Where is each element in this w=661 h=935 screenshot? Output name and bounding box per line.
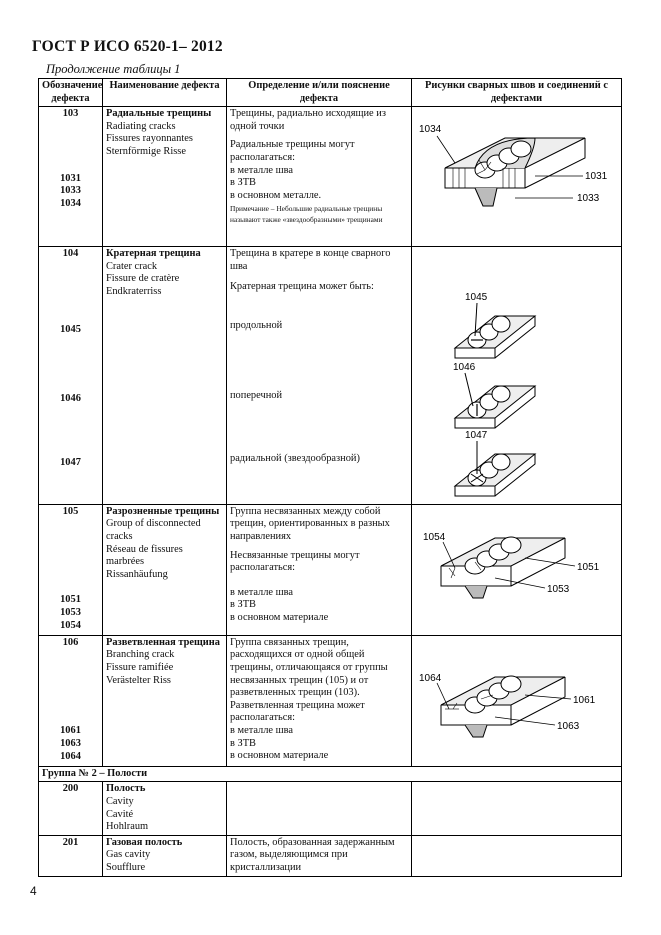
definition-cell	[227, 782, 412, 835]
weld-figure-disconnected-cracks	[415, 506, 615, 626]
figure-cell	[412, 107, 622, 247]
sub-code: 1051	[60, 594, 81, 606]
fig-label: 1047	[465, 430, 488, 442]
sub-text: в основном материале	[230, 750, 329, 762]
sub-code: 1034	[60, 197, 81, 209]
name-fr: Fissure de cratère	[106, 273, 180, 285]
defects-table	[38, 78, 622, 877]
fig-label: 1045	[465, 292, 488, 304]
figure-cell	[412, 504, 622, 635]
name-en: Cavity	[106, 795, 134, 807]
sub-code: 1064	[60, 750, 81, 762]
defect-name: Разветвленная трещина	[106, 636, 220, 648]
definition-text: Разветвленная трещина может располагаться:	[230, 699, 365, 724]
definition-text: Полость, образованная задержанным газом, выделяющимся при кристаллизации	[230, 836, 395, 873]
fig-label: 1051	[577, 561, 600, 573]
table-row	[39, 635, 622, 766]
definition-text: Трещина в кратере в конце сварного шва	[230, 248, 391, 272]
sub-text: поперечной	[230, 389, 283, 401]
sub-text: в металле шва	[230, 586, 294, 598]
fig-label: 1054	[423, 531, 446, 543]
name-en: Crater crack	[106, 260, 158, 272]
fig-label: 1046	[453, 362, 476, 374]
defect-code: 103	[62, 108, 79, 120]
definition-text: Группа несвязанных между собой трещин, ориентированных в разных направлениях	[230, 505, 390, 542]
name-cell	[103, 782, 227, 835]
group-title: Группа № 2 – Полости	[39, 766, 622, 782]
sub-code: 1054	[60, 619, 81, 631]
name-en: Branching crack	[106, 649, 175, 661]
name-de: Endkraterriss	[106, 285, 162, 297]
sub-code: 1047	[60, 456, 81, 468]
definition-cell	[227, 835, 412, 876]
name-fr: Soufflure	[106, 861, 146, 873]
figure-cell	[412, 635, 622, 766]
name-fr: Cavité	[106, 808, 134, 820]
name-fr: Réseau de fissures marbrées	[106, 543, 183, 568]
name-de: Sternförmige Risse	[106, 145, 186, 157]
sub-text: в основном материале	[230, 611, 329, 623]
table-row	[39, 835, 622, 876]
name-cell	[103, 247, 227, 505]
figure-cell	[412, 835, 622, 876]
definition-cell	[227, 635, 412, 766]
weld-figure-crater-cracks	[415, 248, 615, 498]
sub-text: в металле шва	[230, 164, 294, 176]
sub-code: 1031	[60, 172, 81, 184]
definition-text: Несвязанные трещины могут располагаться:	[230, 549, 360, 574]
code-cell	[39, 107, 103, 247]
defect-code: 104	[62, 248, 79, 260]
name-de: Rissanhäufung	[106, 568, 168, 580]
fig-label: 1053	[547, 583, 570, 595]
name-fr: Fissures rayonnantes	[106, 133, 193, 145]
sub-code: 1053	[60, 606, 81, 618]
sub-text: в металле шва	[230, 724, 294, 736]
defect-name: Кратерная трещина	[106, 248, 201, 260]
code-cell	[39, 247, 103, 505]
table-row	[39, 782, 622, 835]
name-cell	[103, 504, 227, 635]
fig-label: 1061	[573, 694, 596, 706]
name-en: Radiating cracks	[106, 120, 176, 132]
name-cell	[103, 635, 227, 766]
defect-name: Радиальные трещины	[106, 108, 212, 120]
defect-name: Газовая полость	[106, 836, 183, 848]
header-figure: Рисунки сварных швов и соединений с дефектами	[412, 79, 622, 107]
defect-code: 106	[62, 636, 79, 648]
sub-code: 1045	[60, 323, 81, 335]
name-en: Gas cavity	[106, 849, 151, 861]
name-cell	[103, 107, 227, 247]
sub-text: продольной	[230, 319, 283, 331]
definition-cell	[227, 247, 412, 505]
name-fr: Fissure ramifiée	[106, 661, 174, 673]
fig-label: 1031	[585, 171, 608, 183]
definition-text: Группа связанных трещин, расходящихся от одной общей трещины, отличающаяся от группы несвязанных трещин (105) и от разветвленных трещин (103).	[230, 636, 388, 699]
code-cell	[39, 635, 103, 766]
document-title: ГОСТ Р ИСО 6520-1– 2012	[32, 38, 223, 55]
group-header-row	[39, 766, 622, 782]
header-code: Обозначение дефекта	[39, 79, 103, 107]
figure-cell	[412, 247, 622, 505]
fig-label: 1033	[577, 193, 600, 205]
code-cell	[39, 782, 103, 835]
defect-name: Полость	[106, 783, 146, 795]
name-cell	[103, 835, 227, 876]
defect-code: 200	[62, 783, 79, 795]
sub-code: 1061	[60, 725, 81, 737]
code-cell	[39, 835, 103, 876]
defect-code: 201	[62, 836, 79, 848]
sub-text: радиальной (звездообразной)	[230, 453, 360, 465]
table-row	[39, 247, 622, 505]
sub-text: в ЗТВ	[230, 599, 256, 611]
header-name: Наименование дефекта	[103, 79, 227, 107]
sub-code: 1046	[60, 393, 81, 405]
figure-cell	[412, 782, 622, 835]
defect-name: Разрозненные трещины	[106, 505, 220, 517]
definition-text: Трещины, радиально исходящие из одной точки	[230, 108, 386, 132]
table-row	[39, 107, 622, 247]
sub-code: 1063	[60, 737, 81, 749]
defect-code: 105	[62, 505, 79, 517]
table-row	[39, 504, 622, 635]
fig-label: 1034	[419, 124, 442, 136]
name-de: Verästelter Riss	[106, 674, 171, 686]
weld-figure-radiating-cracks	[415, 108, 615, 240]
header-definition: Определение и/или пояснение дефекта	[227, 79, 412, 107]
table-continuation-label: Продолжение таблицы 1	[46, 62, 181, 76]
definition-cell	[227, 107, 412, 247]
page-number: 4	[30, 884, 37, 898]
weld-figure-branching-crack	[415, 637, 615, 757]
sub-text: в ЗТВ	[230, 737, 256, 749]
definition-cell	[227, 504, 412, 635]
definition-text: Радиальные трещины могут располагаться:	[230, 139, 355, 163]
name-de: Hohlraum	[106, 821, 149, 833]
definition-text: Кратерная трещина может быть:	[230, 281, 374, 293]
code-cell	[39, 504, 103, 635]
note-text: Примечание – Небольшие радиальные трещины называют также «звездообразными» трещинами	[230, 204, 383, 224]
name-en: Group of disconnected cracks	[106, 518, 201, 542]
fig-label: 1063	[557, 720, 580, 732]
sub-text: в ЗТВ	[230, 177, 256, 189]
sub-text: в основном металле.	[230, 189, 322, 201]
fig-label: 1064	[419, 672, 442, 684]
table-header-row	[39, 79, 622, 107]
sub-code: 1033	[60, 185, 81, 197]
